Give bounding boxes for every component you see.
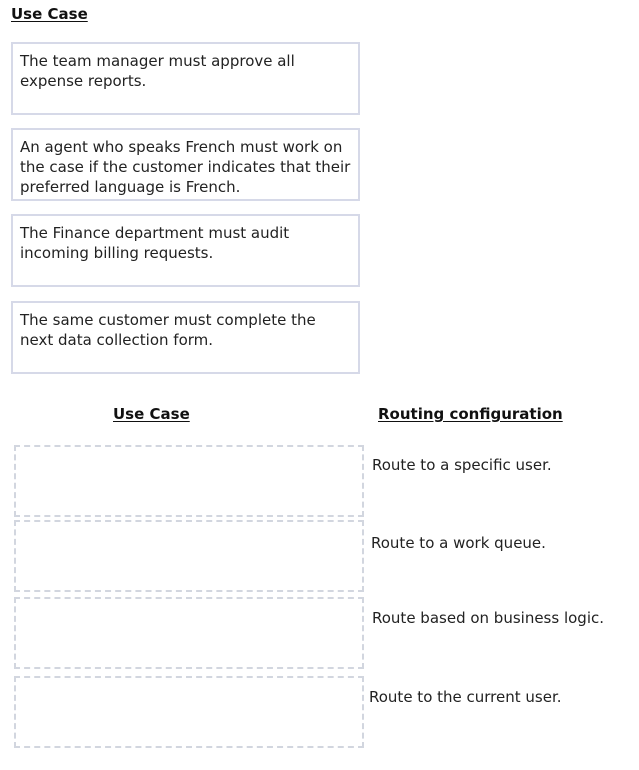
- drop-zone-business-logic[interactable]: [14, 597, 364, 669]
- drop-zone-specific-user[interactable]: [14, 445, 364, 517]
- use-case-card-finance-audit[interactable]: The Finance department must audit incoming billing requests.: [11, 214, 360, 287]
- drop-zone-work-queue[interactable]: [14, 520, 364, 592]
- routing-label-specific-user: Route to a specific user.: [372, 456, 552, 474]
- routing-label-current-user: Route to the current user.: [369, 688, 562, 706]
- drop-zone-current-user[interactable]: [14, 676, 364, 748]
- use-case-card-french-agent[interactable]: An agent who speaks French must work on the case if the customer indicates that their preferred language is French.: [11, 128, 360, 201]
- target-use-case-heading: Use Case: [113, 405, 190, 423]
- routing-label-work-queue: Route to a work queue.: [371, 534, 546, 552]
- use-case-card-same-customer[interactable]: The same customer must complete the next data collection form.: [11, 301, 360, 374]
- use-case-card-team-manager[interactable]: The team manager must approve all expense reports.: [11, 42, 360, 115]
- routing-configuration-heading: Routing configuration: [378, 405, 563, 423]
- source-use-case-heading: Use Case: [11, 5, 88, 23]
- routing-label-business-logic: Route based on business logic.: [372, 609, 605, 627]
